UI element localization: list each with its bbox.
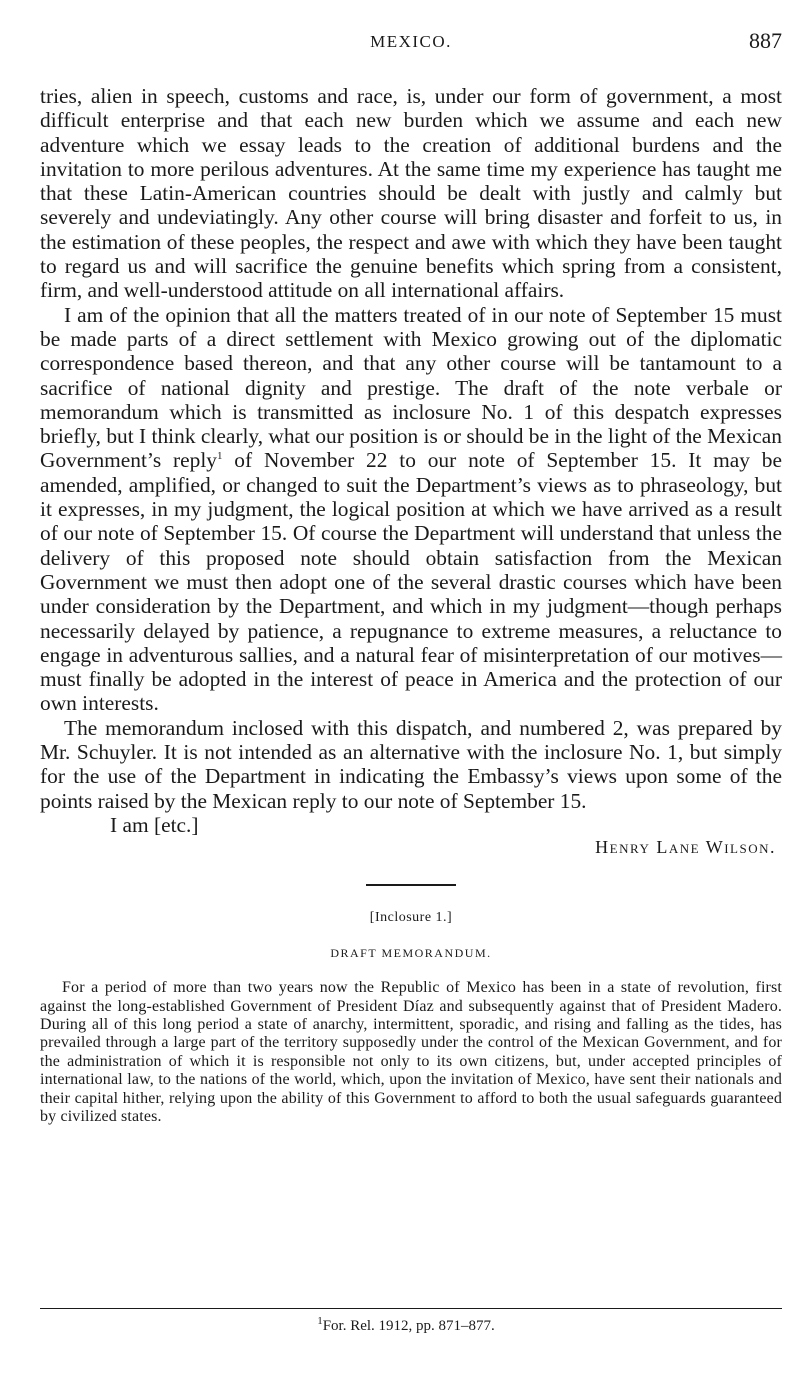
inclosure-label: [Inclosure 1.] xyxy=(369,910,453,926)
memorandum-text: For a period of more than two years now the Republic of Mexico has been in a state of revolution, first against the long-established Government of President Díaz and subsequently against that of President Madero. During all of this long period a state of anarchy, intermittent, sporadic, and rising and falling as the tides, has prevailed through a large part of the territory supposedly under the control of the Mexican Government, and for the administration of which it is responsible not only to its own citizens, but, under accepted principles of international law, to the nations of the world, which, upon the invitation of Mexico, have sent their nationals and their capital hither, relying upon the ability of this Government to afford to both the usual safeguards guaranteed by civilized states. xyxy=(40,979,782,1126)
signature: Henry Lane Wilson. xyxy=(595,837,776,858)
closing-line: I am [etc.] xyxy=(110,812,199,837)
paragraph-opinion-part-1: I am of the opinion that all the matters treated of in our note of September 15 must be made parts of a direct settlement with Mexico growing out of the diplomatic correspondence based thereon, and that any other course will be tantamount to a sacrifice of national dignity and prestige. The draft of the note verbale or memorandum which is transmitted as inclosure No. 1 of this despatch expresses briefly, but I think clearly, what our position is or should be in the light of the Mexican Government’s reply xyxy=(40,302,782,473)
document-page xyxy=(40,28,782,1126)
paragraph-continuation: tries, alien in speech, customs and race, is, under our form of government, a most difficult enterprise and that each new burden which we assume and each new adventure which we essay leads to the creation of additional burdens and the invitation to more perilous adventures. At the same time my experience has taught me that these Latin-American countries should be dealt with justly and calmly but severely and undeviatingly. Any other course will bring disaster and forfeit to us, in the estimation of these peoples, the respect and awe with which they have been taught to regard us and will sacrifice the genuine benefits which spring from a consistent, firm, and well-understood attitude on all international affairs. xyxy=(40,84,782,303)
footnote-text: For. Rel. 1912, pp. 871–877. xyxy=(322,1318,495,1334)
footnote-reference: 1 xyxy=(216,450,223,463)
letter-body xyxy=(40,84,782,813)
running-head xyxy=(40,28,782,58)
section-divider xyxy=(366,884,456,886)
footnote-divider xyxy=(40,1308,782,1309)
footnote xyxy=(0,1315,812,1335)
running-title: MEXICO. xyxy=(370,32,452,51)
paragraph-memorandum: The memorandum inclosed with this dispatch, and numbered 2, was prepared by Mr. Schuyler. It is not intended as an alternative with the inclosure No. 1, but simply for the use of the Department in indicating the Embassy’s views upon some of the points raised by the Mexican reply to our note of September 15. xyxy=(40,715,782,813)
inclosure-title: DRAFT MEMORANDUM. xyxy=(330,946,492,961)
paragraph-opinion-part-2: of November 22 to our note of September 15. It may be amended, amplified, or changed to suit the Department’s views as to phraseology, but it expresses, in my judgment, the logical position at which we have arrived as a result of our note of September 15. Of course the Department will understand that unless the delivery of this proposed note should obtain satisfaction from the Mexican Government we must then adopt one of the several drastic courses which have been under consideration by the Department, and which in my judgment—though perhaps necessarily delayed by patience, a repugnance to extreme measures, a reluctance to engage in adventurous sallies, and a natural fear of misinterpretation of our motives—must finally be adopted in the interest of peace in America and the protection of our own interests. xyxy=(40,448,782,716)
footnote-marker: 1 xyxy=(317,1315,323,1327)
page-number: 887 xyxy=(749,28,782,53)
paragraph-opinion xyxy=(40,303,782,716)
